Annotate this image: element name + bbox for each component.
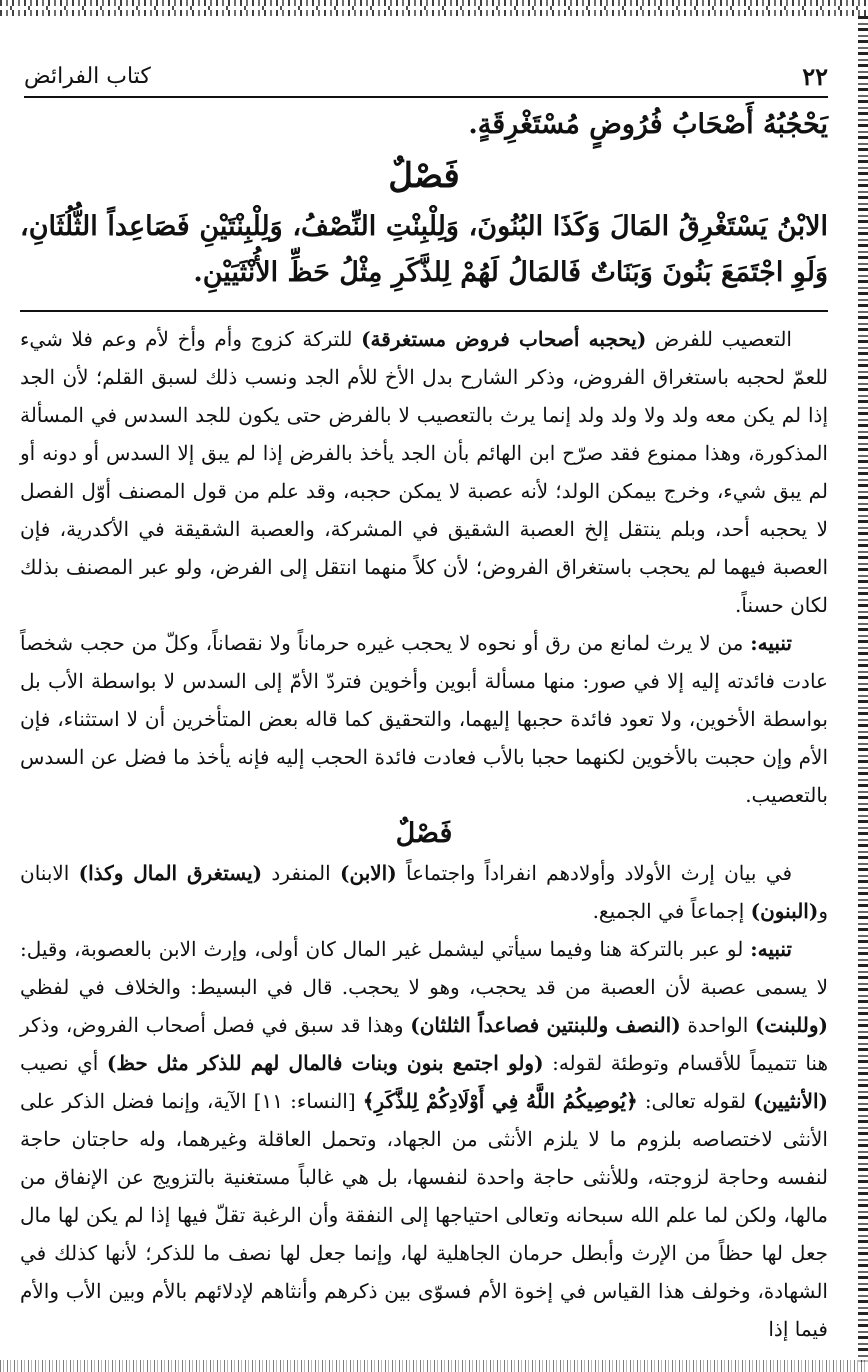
note-paragraph: تنبيه: من لا يرث لمانع من رق أو نحوه لا يحجب غيره حرماناً ولا نقصاناً، وكلّ من حجب شخصاً عادت فائدته إليه إلا في صور: منها مسألة أبوين وأخوين فتردّ الأمّ إلى السدس لا بواسطة الأب بل بواسطة الأخوين، ولا تعود فائدة حجبها إليهما، والتحقيق كما قاله بعض المتأخرين أن لا استثناء، فإن الأم وإن حجبت بالأخوين لكنهما حجبا بالأب فعادت فائدة الحجب إليه فإنه يأخذ ما فضل عن السدس بالتعصيب. <box>20 631 828 807</box>
section-title: فَصْلٌ <box>388 156 460 196</box>
top-ornamental-border <box>0 0 868 16</box>
matn-paragraph: الابْنُ يَسْتَغْرِقُ المَالَ وَكَذَا البُنُونَ، وَلِلْبِنْتِ النِّصْفُ، وَلِلْبِنْتَيْنِ فَصَاعِداً الثُّلُثَانِ، وَلَوِ اجْتَمَعَ بَنُونَ وَبَنَاتٌ فَالمَالُ لَهُمْ لِلذَّكَرِ مِثْلُ حَظِّ الأُنْثَيَيْنِ. <box>20 211 828 288</box>
commentary-paragraph: التعصيب للفرض (يحجبه أصحاب فروض مستغرقة) للتركة كزوج وأم وأخ لأم وعم فلا شيء للعمّ لحجبه باستغراق الفروض، وذكر الشارح بدل الأخ للأم الجد ونسب ذلك لسبق القلم؛ لأن الجد إذا لم يكن معه ولد ولا ولد ولد إنما يرث بالتعصيب لا بالفرض حتى يكون للجد السدس في المسألة المذكورة، وهذا ممنوع فقد صرّح ابن الهائم بأن الجد يأخذ بالفرض إذا لم يبق إلا السدس أو دونه أو لم يبق شيء، وخرج بيمكن الولد؛ لأنه عصبة لا يمكن حجبه، وقد علم من قول المصنف أوّل الفصل لا يحجبه أحد، وبلم ينتقل إلخ العصبة الشقيق في المشركة، والعصبة الشقيقة في الأكدرية، فإن العصبة فيهما لم يحجب باستغراق الفروض؛ لأن كلاً منهما انتقل إلى الفرض، ولو عبر المصنف بذلك لكان حسناً. <box>20 327 828 617</box>
matn-divider <box>20 310 828 312</box>
bottom-ornamental-border <box>0 1360 868 1372</box>
page-header <box>24 56 828 98</box>
right-ornamental-border <box>858 16 868 1362</box>
book-title: كتاب الفرائض <box>24 63 151 89</box>
section-title: فَصْلٌ <box>395 818 453 849</box>
note-paragraph: تنبيه: لو عبر بالتركة هنا وفيما سيأتي ليشمل غير المال كان أولى، وإرث الابن بالعصوبة، وقيل: لا يسمى عصبة لأن العصبة من قد يحجب، وهو لا يحجب. قال في البسيط: والخلاف في لفظي (وللبنت) الواحدة (النصف وللبنتين فصاعداً الثلثان) وهذا قد سبق في فصل أصحاب الفروض، وذكر هنا تتميماً للأقسام وتوطئة لقوله: (ولو اجتمع بنون وبنات فالمال لهم للذكر مثل حظ) أي نصيب (الأنثيين) لقوله تعالى: ﴿يُوصِيكُمُ اللَّهُ فِي أَوْلَادِكُمْ لِلذَّكَرِ﴾ [النساء: ١١] الآية، وإنما فضل الذكر على الأنثى لاختصاصه بلزوم ما لا يلزم الأنثى من الجهاد، وتحمل العاقلة وغيرهما، وله حاجتان حاجة لنفسه وحاجة لزوجته، وللأنثى حاجة واحدة لنفسها، بل هي غالباً مستغنية بالتزويج عن الإنفاق من مالها، ولكن لما علم الله سبحانه وتعالى احتياجها إلى النفقة وأن الرغبة تقلّ فيها إذا لم يكن لها مال جعل لها حظاً من الإرث وأبطل حرمان الجاهلية لها، وإنما جعل لها نصف ما للذكر؛ لأنها كذلك في الشهادة، وخولف هذا القياس في إخوة الأم فسوّى بين ذكرهم وأنثاهم لإدلائهم بالأم وبين الأب والأم فيما إذا <box>20 937 829 1341</box>
page-content <box>20 100 828 1348</box>
matn-line: يَحْجُبُهُ أَصْحَابُ فُرُوضٍ مُسْتَغْرِقَةٍ. <box>468 109 828 140</box>
page-number: ٢٢ <box>802 61 828 91</box>
commentary-paragraph: في بيان إرث الأولاد وأولادهم انفراداً واجتماعاً (الابن) المنفرد (يستغرق المال وكذا) الابنان و(البنون) إجماعاً في الجميع. <box>20 861 828 923</box>
